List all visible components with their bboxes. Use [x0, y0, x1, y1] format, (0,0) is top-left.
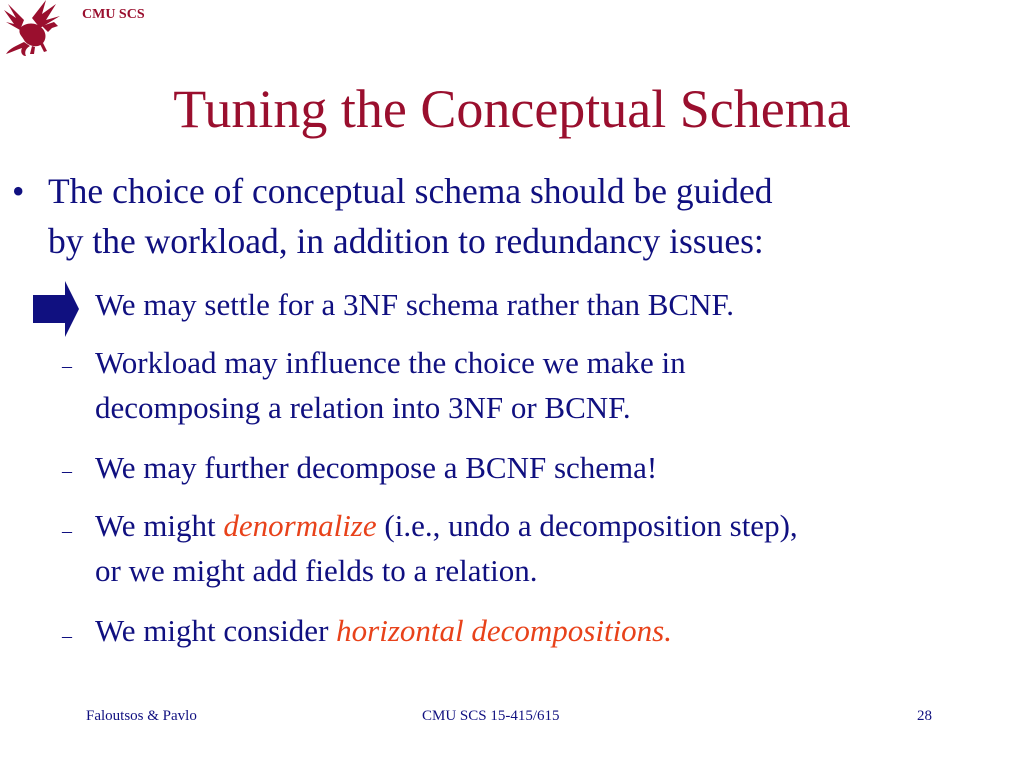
sub-bullet-5 — [95, 608, 1005, 653]
footer-authors: Faloutsos & Pavlo — [86, 708, 197, 724]
sub-bullet-4 — [95, 503, 1005, 593]
sub-bullet-2 — [95, 340, 1005, 430]
bullet-marker: • — [12, 171, 25, 211]
main-bullet-line-1: The choice of conceptual schema should be guided — [48, 171, 773, 211]
sub-bullet-4-pre: We might — [95, 508, 224, 543]
sub-bullet-4-post: (i.e., undo a decomposition step), — [376, 508, 798, 543]
sub-bullet-2-line-1: Workload may influence the choice we make in — [95, 345, 686, 380]
horizontal-decompositions-emphasis: horizontal decompositions — [336, 613, 665, 648]
sub-bullet-3: We may further decompose a BCNF schema! — [95, 450, 658, 485]
right-arrow-icon — [31, 279, 81, 339]
denormalize-emphasis: denormalize — [223, 508, 377, 543]
sub-bullet-5-pre: We might consider — [95, 613, 337, 648]
sub-bullet-5-period: . — [664, 613, 672, 648]
slide-title: Tuning the Conceptual Schema — [173, 79, 851, 139]
dragon-logo-icon — [2, 0, 64, 58]
sub-bullet-2-line-2: decomposing a relation into 3NF or BCNF. — [95, 390, 631, 425]
footer-course: CMU SCS 15-415/615 — [422, 708, 560, 724]
sub-bullet-4-line-2: or we might add fields to a relation. — [95, 553, 538, 588]
dash-marker-5: – — [62, 625, 72, 647]
footer-page-number: 28 — [917, 708, 932, 724]
dash-marker-4: – — [62, 520, 72, 542]
sub-bullet-1: We may settle for a 3NF schema rather than BCNF. — [95, 287, 734, 322]
main-bullet-text — [48, 166, 1008, 266]
sub-bullet-4-line-1 — [95, 503, 1005, 548]
main-bullet-line-2: by the workload, in addition to redundancy issues: — [48, 221, 764, 261]
dash-marker-2: – — [62, 355, 72, 377]
dash-marker-3: – — [62, 460, 72, 482]
logo-text: CMU SCS — [82, 7, 145, 22]
